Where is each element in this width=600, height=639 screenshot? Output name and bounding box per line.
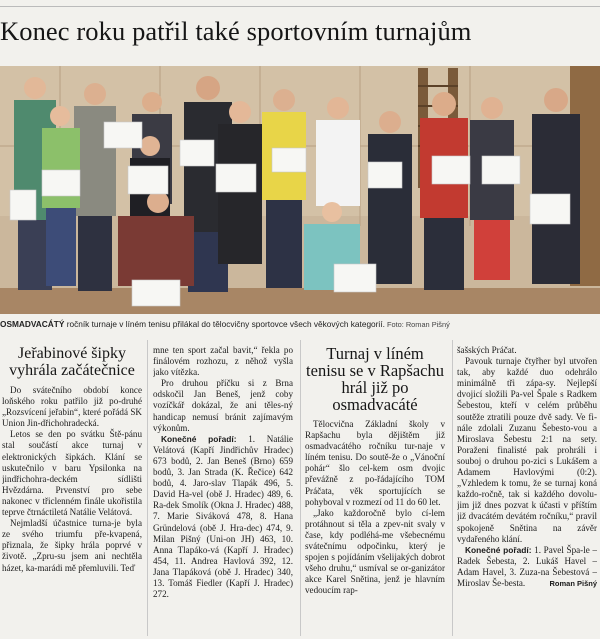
results-label: Konečné pořadí: <box>161 433 237 444</box>
article2-paragraph: „Jako každoročně bylo cí-lem protáhnout si těla a zpev-nit svaly v čase, kdy podléhá-me všebecnému svátečnímu odpočinku, který je spojen s pojídáním všelijakých dobrot všeho druhu,“ usmíval se or-ganizátor akce Karel Snětina, jenž je hlavním vedoucím rap- <box>305 507 445 596</box>
caption-text: ročník turnaje v líném tenisu přilákal do tělocvičny sportovce všech věkových kategorií. <box>64 319 385 329</box>
article1-paragraph: Nejmladší účastnice turna-je byla ze svého triumfu pře-kvapená, přiznala, že šipky hrála poprvé v životě. „Zpru-su jsem ani nechtěla házet, ka-marádi mě přemluvili. Teď <box>2 518 142 573</box>
article1-results <box>153 434 293 600</box>
article2-title: Turnaj v líném tenisu se v Rapšachu hrál již po osmadvacáté <box>306 345 444 414</box>
article2-continued-column <box>457 345 597 637</box>
article1-paragraph: Letos se den po svátku Ště-pánu stal součástí akce turnaj v elektronických šipkách. Klání se uskutečnilo v baru Ypsilonka na jindřichohra-deckém sídlišti Hvězdárna. Prvenství pro sebe nakonec v třiclenném finále ukořistila teprve čtrnáctiletá Natálie Velátová. <box>2 429 142 518</box>
article2-paragraph: Tělocvična Základní školy v Rapšachu byla dějištěm již osmadvacátého ročníku tur-naje v líném tenisu. Do soutě-že o „Vánoční pohár“ šlo cel-kem osm dvojic převážně z po-řádajícího TOM Práčata, věk sportujících se pohyboval v rozmezí od 11 do 60 let. <box>305 419 445 507</box>
article1-paragraph: Do svátečního období konce loňského roku patřilo již po-druhé „Rozsvícení jeřabin“, které pořádá SK Union Jin-dřichohradecká. <box>2 385 142 429</box>
photo-credit: Foto: Roman Pišný <box>384 320 450 329</box>
article1-column <box>2 345 142 637</box>
caption-lead: OSMADVACÁTÝ <box>0 319 65 329</box>
article1-title: Jeřabinové šipky vyhrála začátečnice <box>9 345 135 379</box>
column-divider <box>147 340 148 636</box>
article2-paragraph: Pavouk turnaje čtyřher byl utvořen tak, aby každé duo odehrálo minimálně tři zápa-sy. Nejlepší dvojicí složili Pa-vel Špale s Radkem Šebestou, kteří v celém průběhu soutěže ztratili pouze dvě sady. Ve fi-nále zdolali Zuzanu Šebesto-vou a Miroslava Šebestu 2:1 na sety. Poraženi finalisté pak prohráli i souboj o druhou po-zici s Lukášem a Adamem Havlovými (0:2). „Vzhledem k tomu, že se turnaj koná každo-ročně, tak si každého dovolu-jim již dnes pozvat k účasti v příštím již dvacátém devátém ročníku,“ pravil spokojeně Snětina na závěr vydařeného klání. <box>457 356 597 544</box>
article1-continued-column <box>153 345 293 637</box>
column-divider <box>452 340 453 636</box>
page-headline: Konec roku patřil také sportovním turnajům <box>0 16 472 46</box>
article1-paragraph: mne ten sport začal bavit,“ řekla po finálovém rozhozu, z něhož vyšla jako vítězka. <box>153 345 293 378</box>
article2-paragraph: šašských Práčat. <box>457 345 517 355</box>
group-photo <box>0 66 600 314</box>
results-text: 1. Pavel Špa-le – Radek Šebesta, 2. Lukáš Havel – Adam Havel, 3. Zuza-na Šebestová – Miroslav Še-besta. <box>457 544 597 588</box>
article1-paragraph: Pro druhou příčku si z Brna odskočil Jan Beneš, jenž coby vozíčkář dokázal, že ani těles-ný handicap nemusí bránit zajímavým výkonům. <box>153 378 293 433</box>
author-byline: Roman Pišný <box>549 578 597 588</box>
photo-illustration <box>0 66 600 314</box>
article2-column <box>305 345 445 637</box>
article2-results <box>457 545 597 589</box>
column-divider <box>300 340 301 636</box>
results-text: 1. Natálie Velátová (Kapří Jindřichův Hradec) 673 bodů, 2. Jan Beneš (Brno) 659 bodů, 3. Jan Strada (K. Řečice) 642 bodů, 4. Jaro-slav Tlapák 496, 5. David Ha-vel (obě J. Hradec) 489, 6. Ra-dek Smolík (Okna J. Hradec) 488, 7. Marie Siváková 478, 8. Hana Gründelová (obě J. Hra-dec) 474, 9. Milan Pišný (Uni-on JH) 463, 10. Anna Tlapáko-vá (Kapří J. Hradec) 454, 11. Andrea Havlová 392, 12. Jana Tlapáková (obě J. Hradec) 340, 13. Tomáš Fiedler (Kapří J. Hradec) 272. <box>153 433 293 600</box>
results-label: Konečné pořadí: <box>465 544 532 555</box>
top-rule <box>0 6 600 7</box>
photo-caption <box>0 318 600 330</box>
